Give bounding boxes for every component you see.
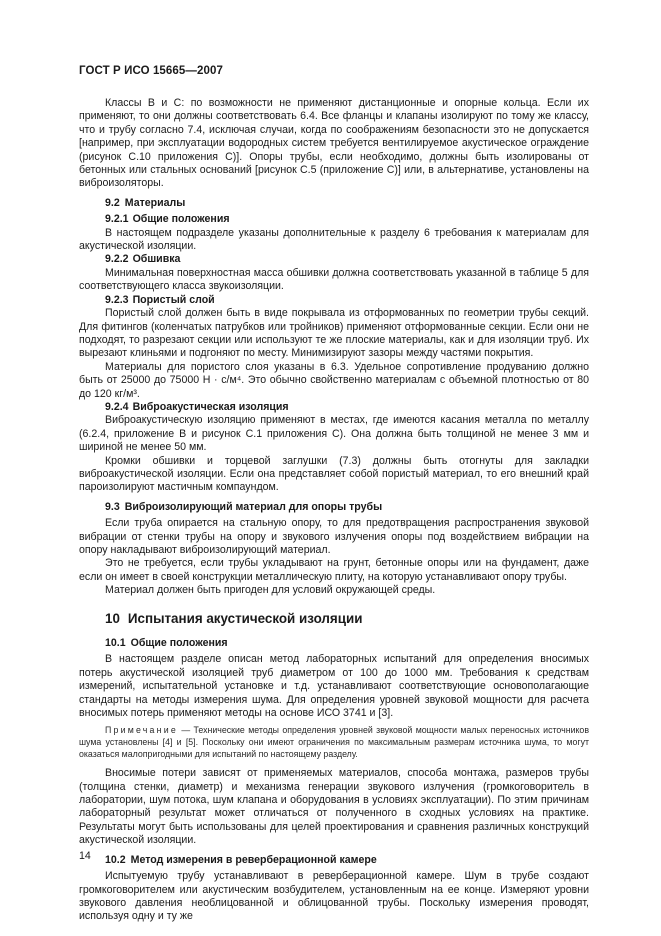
section-number: 9.2 [105, 196, 120, 209]
section-number: 10.2 [105, 853, 126, 866]
paragraph-classes-bc: Классы В и С: по возможности не применяют дистанционные и опорные кольца. Если их применяют, то они должны соответствовать 6.4. Все фланцы и клапаны изолируют по тому же классу, что и трубу согласно 7.4, исключая случаи, когда по соображениям безопасности это не допускается [например, при эксплуатации водородных систем требуется вентилируемое акустическое ограждение (рисунок С.10 приложения С)]. Опоры трубы, если необходимо, должны быть изолированы от бетонных или стальных оснований [рисунок С.5 (приложение С)] или, в альтернативе, установлены на виброизоляторы. [79, 97, 589, 190]
section-number: 9.2.1 [105, 213, 129, 226]
section-heading-10-1 [79, 637, 589, 650]
section-number: 9.3 [105, 500, 120, 513]
section-number: 10 [105, 610, 120, 626]
section-heading-9-2-4 [79, 401, 589, 414]
section-number: 9.2.4 [105, 400, 129, 413]
document-body [79, 97, 589, 924]
section-number: 9.2.2 [105, 253, 129, 266]
paragraph-10-1b: Вносимые потери зависят от применяемых материалов, способа монтажа, размеров трубы (толщина стенки, диаметр) и механизма генерации звукового излучения (громкоговоритель в лаборатории, шум потока, шум клапана и оборудования в условиях эксплуатации). По этим причинам лабораторный результат может отличаться от полученного в сходных условиях на практике. Результаты могут быть использованы для целей проектирования и сравнения различных конструкций акустической изоляции. [79, 767, 589, 847]
section-title: Испытания акустической изоляции [127, 610, 363, 626]
paragraph-10-2: Испытуемую трубу устанавливают в реверберационной камере. Шум в трубе создают громкоговорителем или акустическим возбудителем, установленным на ее конце. Измеряют уровни звукового давления необлицованной и облицованной трубы. Поскольку измерения проводят, используя одну и ту же [79, 870, 589, 923]
section-heading-9-3 [79, 501, 589, 514]
paragraph-10-1a: В настоящем разделе описан метод лабораторных испытаний для определения вносимых потерь акустической изоляцией труб диаметром от 100 до 1000 мм. Требования к средствам измерений, испытательной установке и т.д. устанавливают соответствующие основополагающие стандарты на методы измерения шума. Для определения уровней звуковой мощности для расчета вносимых потерь применяют методы на основе ИСО 3741 и [3]. [79, 653, 589, 720]
paragraph-9-2-3b: Материалы для пористого слоя указаны в 6.3. Удельное сопротивление продуванию должно быть от 25000 до 75000 Н · с/м⁴. Это обычно свойственно материалам с объемной плотностью от 80 до 120 кг/м³. [79, 360, 589, 400]
section-title: Метод измерения в реверберационной камере [130, 853, 377, 866]
note-label: Примечание [105, 725, 178, 736]
section-title: Общие положения [132, 213, 230, 226]
section-title: Виброакустическая изоляция [132, 400, 289, 413]
paragraph-9-3c: Материал должен быть пригоден для условий окружающей среды. [105, 584, 436, 597]
section-number: 10.1 [105, 637, 126, 650]
section-number: 9.2.3 [105, 293, 129, 306]
document-header: ГОСТ Р ИСО 15665—2007 [79, 65, 224, 77]
section-heading-9-2-1 [79, 213, 589, 226]
section-heading-9-2 [79, 197, 589, 210]
paragraph-9-3a: Если труба опирается на стальную опору, то для предотвращения распространения звуковой вибрации от стенки трубы на опору и звукового излучения опоры под воздействием вибрации на опору накладывают виброизолирующий материал. [79, 517, 589, 556]
paragraph-9-2-4a: Виброакустическую изоляцию применяют в местах, где имеются касания металла по металлу (6.2.4, приложение В и рисунок С.1 приложения С). Она должна быть толщиной не менее 3 мм и шириной не менее 50 мм. [79, 414, 589, 454]
section-title: Общие положения [130, 637, 228, 650]
section-heading-10 [79, 612, 589, 625]
note-text: — Технические методы определения уровней звуковой мощности малых переносных источников шума установлены [4] и [5]. Поскольку они имеют ограничения по максимальным размерам источника шума, то могут оказаться малопригодными для испытаний по настоящему разделу. [79, 725, 589, 759]
section-title: Материалы [124, 196, 186, 209]
section-title: Пористый слой [132, 293, 215, 306]
section-title: Виброизолирующий материал для опоры трубы [124, 500, 383, 513]
paragraph-9-2-2: Минимальная поверхностная масса обшивки должна соответствовать указанной в таблице 5 для соответствующего класса звукоизоляции. [79, 266, 589, 293]
paragraph-9-2-3a: Пористый слой должен быть в виде покрывала из отформованных по геометрии трубы секций. Для фитингов (коленчатых патрубков или тройников) применяют отформованные секции. Если они не подходят, то разрезают секции или используют те же плоские материалы, как и для изоляции труб. Их вырезают клиньями и подгоняют по месту. Минимизируют зазоры между частями покрытия. [79, 307, 589, 360]
note-block [79, 725, 589, 760]
section-heading-9-2-3 [79, 294, 589, 307]
section-heading-10-2 [79, 854, 589, 867]
paragraph-9-2-1: В настоящем подразделе указаны дополнительные к разделу 6 требования к материалам для акустической изоляции. [79, 226, 589, 253]
page-number: 14 [79, 850, 91, 862]
section-title: Обшивка [132, 253, 181, 266]
section-heading-9-2-2 [79, 253, 589, 266]
paragraph-9-3b: Это не требуется, если трубы укладывают на грунт, бетонные опоры или на фундамент, даже если он имеет в своей конструкции металлическую плиту, на которую устанавливают опору трубы. [79, 557, 589, 583]
paragraph-9-2-4b: Кромки обшивки и торцевой заглушки (7.3) должны быть отогнуты для закладки виброакустической изоляции. Если она представляет собой пористый материал, то его внешний край пароизолируют мастичным компаундом. [79, 454, 589, 494]
